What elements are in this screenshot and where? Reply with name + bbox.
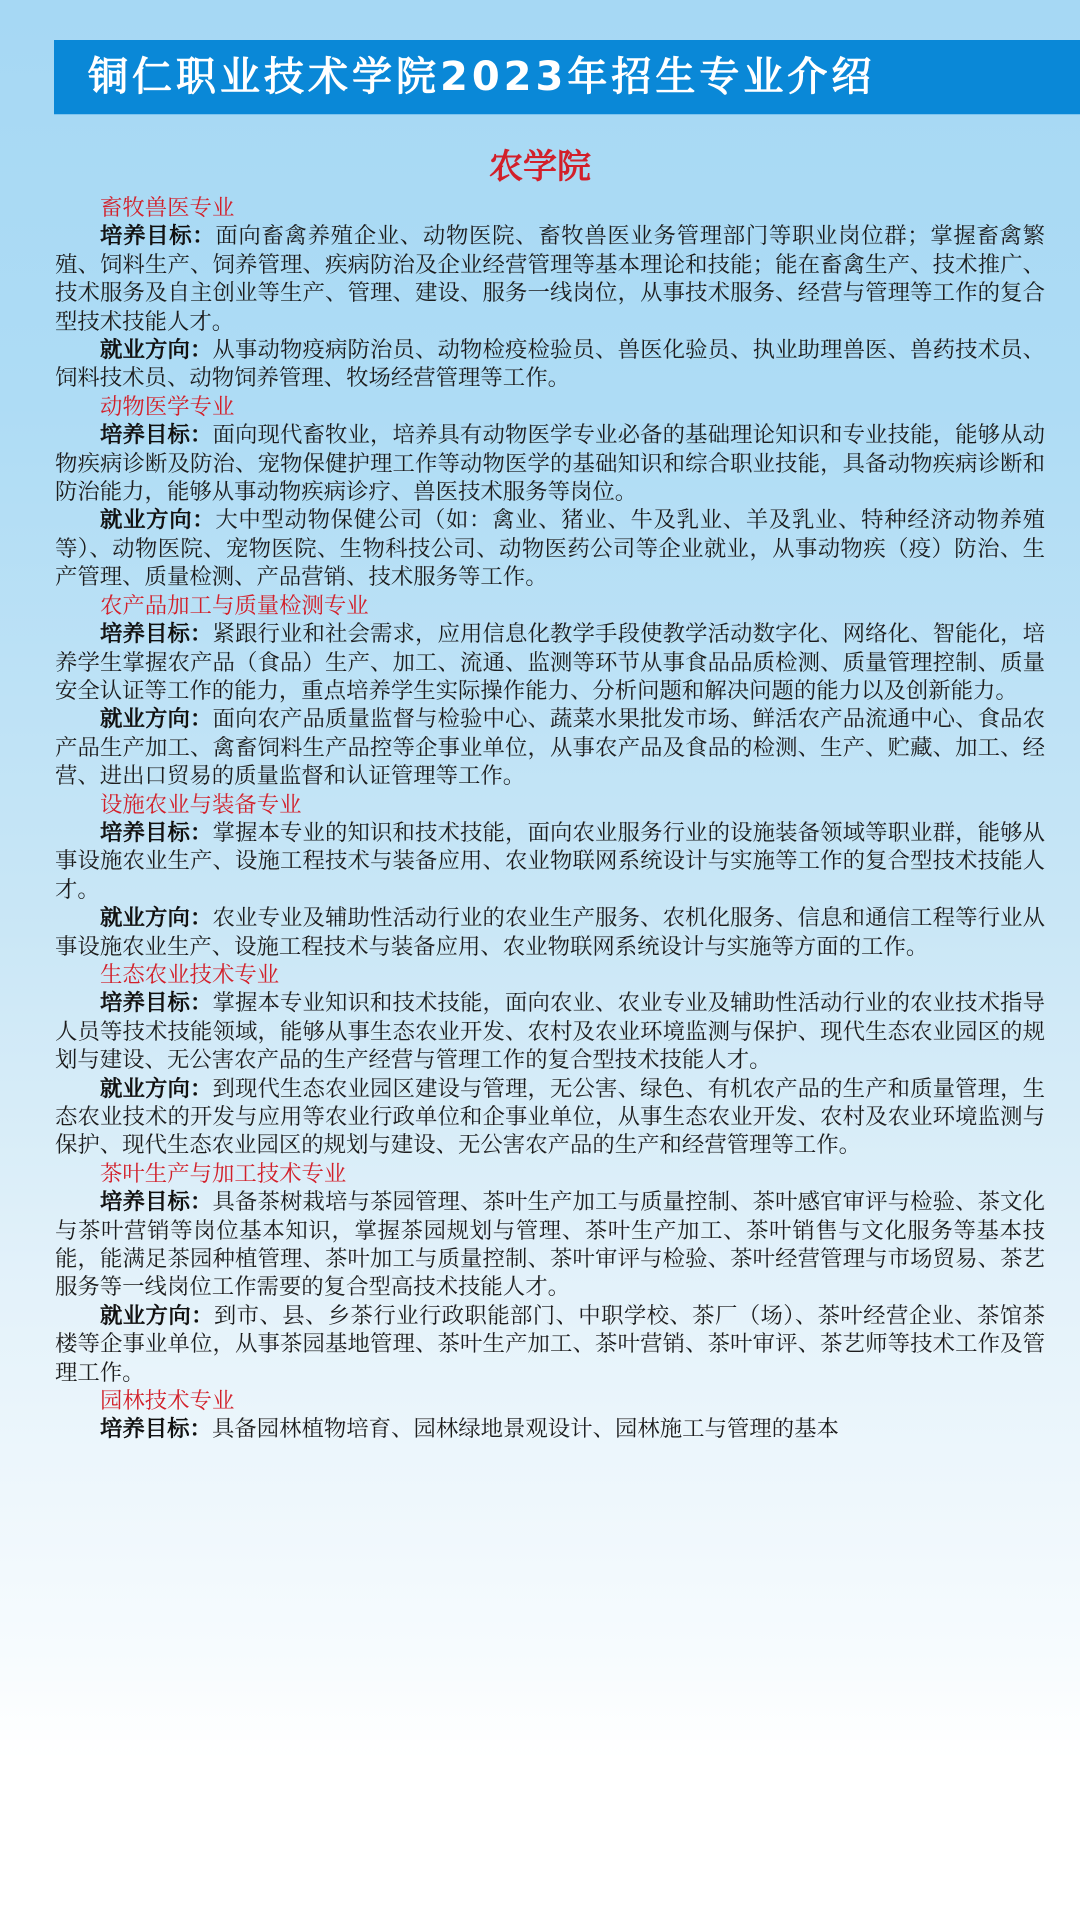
major-title: 设施农业与装备专业	[100, 791, 302, 818]
employment-text: 从事动物疫病防治员、动物检疫检验员、兽医化验员、执业助理兽医、兽药技术员、饲料技术员、动物饲养管理、牧场经营管理等工作。	[55, 337, 1046, 392]
employment-paragraph	[55, 336, 1045, 393]
employment-label: 就业方向：	[100, 905, 213, 932]
training-goal-text: 掌握本专业知识和技术技能，面向农业、农业专业及辅助性活动行业的农业技术指导人员等技术技能领域，能够从事生态农业开发、农村及农业环境监测与保护、现代生态农业园区的规划与建设、无公害农产品的生产经营与管理工作的复合型技术技能人才。	[55, 990, 1046, 1074]
employment-text: 农业专业及辅助性活动行业的农业生产服务、农机化服务、信息和通信工程等行业从事设施农业生产、设施工程技术与装备应用、农业物联网系统设计与实施等方面的工作。	[55, 905, 1046, 960]
employment-text: 到现代生态农业园区建设与管理，无公害、绿色、有机农产品的生产和质量管理，生态农业技术的开发与应用等农业行政单位和企事业单位，从事生态农业开发、农村及农业环境监测与保护、现代生态农业园区的规划与建设、无公害农产品的生产和经营管理等工作。	[55, 1075, 1046, 1159]
major-title: 园林技术专业	[100, 1388, 235, 1415]
training-goal-label: 培养目标：	[100, 990, 213, 1017]
training-goal-label: 培养目标：	[100, 223, 216, 250]
major-section	[55, 1160, 1045, 1387]
training-goal-label: 培养目标：	[100, 422, 213, 449]
training-goal-text: 面向现代畜牧业，培养具有动物医学专业必备的基础理论知识和专业技能，能够从动物疾病诊断及防治、宠物保健护理工作等动物医学的基础知识和综合职业技能，具备动物疾病诊断和防治能力，能够从事动物疾病诊疗、兽医技术服务等岗位。	[55, 422, 1046, 506]
employment-text: 大中型动物保健公司（如：禽业、猪业、牛及乳业、羊及乳业、特种经济动物养殖等）、动物医院、宠物医院、生物科技公司、动物医药公司等企业就业，从事动物疾（疫）防治、生产管理、质量检测、产品营销、技术服务等工作。	[55, 507, 1046, 591]
page-title: 铜仁职业技术学院2023年招生专业介绍	[88, 54, 876, 100]
major-title: 畜牧兽医专业	[100, 195, 235, 221]
training-goal-text: 掌握本专业的知识和技术技能，面向农业服务行业的设施装备领域等职业群，能够从事设施农业生产、设施工程技术与装备应用、农业物联网系统设计与实施等工作的复合型技术技能人才。	[55, 819, 1046, 903]
major-title: 茶叶生产与加工技术专业	[100, 1160, 347, 1187]
employment-text: 到市、县、乡茶行业行政职能部门、中职学校、茶厂（场）、茶叶经营企业、茶馆茶楼等企事业单位，从事茶园基地管理、茶叶生产加工、茶叶营销、茶叶审评、茶艺师等技术工作及管理工作。	[55, 1302, 1045, 1386]
training-goal-label: 培养目标：	[100, 621, 213, 648]
training-goal-label: 培养目标：	[100, 1189, 213, 1216]
training-goal-text: 面向畜禽养殖企业、动物医院、畜牧兽医业务管理部门等职业岗位群；掌握畜禽繁殖、饲料生产、饲养管理、疾病防治及企业经营管理等基本理论和技能；能在畜禽生产、技术推广、技术服务及自主创业等生产、管理、建设、服务一线岗位，从事技术服务、经营与管理等工作的复合型技术技能人才。	[55, 223, 1046, 335]
major-section	[55, 961, 1045, 1160]
employment-label: 就业方向：	[100, 1302, 214, 1329]
training-goal-paragraph	[55, 1188, 1045, 1302]
major-section	[55, 194, 1045, 393]
training-goal-paragraph	[55, 819, 1045, 904]
employment-paragraph	[55, 705, 1045, 790]
training-goal-text: 紧跟行业和社会需求，应用信息化教学手段使教学活动数字化、网络化、智能化，培养学生掌握农产品（食品）生产、加工、流通、监测等环节从事食品品质检测、质量管理控制、质量安全认证等工作的能力，重点培养学生实际操作能力、分析问题和解决问题的能力以及创新能力。	[55, 621, 1046, 704]
major-title: 农产品加工与质量检测专业	[100, 592, 369, 619]
training-goal-label: 培养目标：	[100, 819, 213, 846]
employment-paragraph	[55, 1302, 1045, 1387]
training-goal-paragraph	[55, 421, 1045, 506]
employment-paragraph	[55, 904, 1045, 961]
training-goal-paragraph	[55, 1415, 1045, 1443]
employment-label: 就业方向：	[100, 706, 213, 733]
college-heading: 农学院	[489, 147, 591, 187]
major-section	[55, 1387, 1045, 1444]
training-goal-paragraph	[55, 989, 1045, 1074]
employment-text: 面向农产品质量监督与检验中心、蔬菜水果批发市场、鲜活农产品流通中心、食品农产品生产加工、禽畜饲料生产品控等企事业单位，从事农产品及食品的检测、生产、贮藏、加工、经营、进出口贸易的质量监督和认证管理等工作。	[55, 706, 1046, 790]
major-section	[55, 393, 1045, 592]
major-title: 生态农业技术专业	[100, 961, 280, 988]
employment-paragraph	[55, 506, 1045, 591]
training-goal-label: 培养目标：	[100, 1416, 212, 1443]
training-goal-text: 具备茶树栽培与茶园管理、茶叶生产加工与质量控制、茶叶感官审评与检验、茶文化与茶叶营销等岗位基本知识，掌握茶园规划与管理、茶叶生产加工、茶叶销售与文化服务等基本技能，能满足茶园种植管理、茶叶加工与质量控制、茶叶审评与检验、茶叶经营管理与市场贸易、茶艺服务等一线岗位工作需要的复合型高技术技能人才。	[55, 1189, 1046, 1301]
training-goal-paragraph	[55, 620, 1045, 705]
employment-label: 就业方向：	[100, 1075, 213, 1102]
major-title: 动物医学专业	[100, 393, 235, 420]
major-section	[55, 791, 1045, 961]
major-section	[55, 592, 1045, 791]
employment-paragraph	[55, 1075, 1045, 1160]
title-banner	[54, 40, 1080, 114]
majors-content	[55, 194, 1045, 1444]
training-goal-text: 具备园林植物培育、园林绿地景观设计、园林施工与管理的基本	[211, 1416, 839, 1443]
employment-label: 就业方向：	[100, 337, 213, 364]
employment-label: 就业方向：	[100, 507, 216, 534]
training-goal-paragraph	[55, 222, 1045, 336]
